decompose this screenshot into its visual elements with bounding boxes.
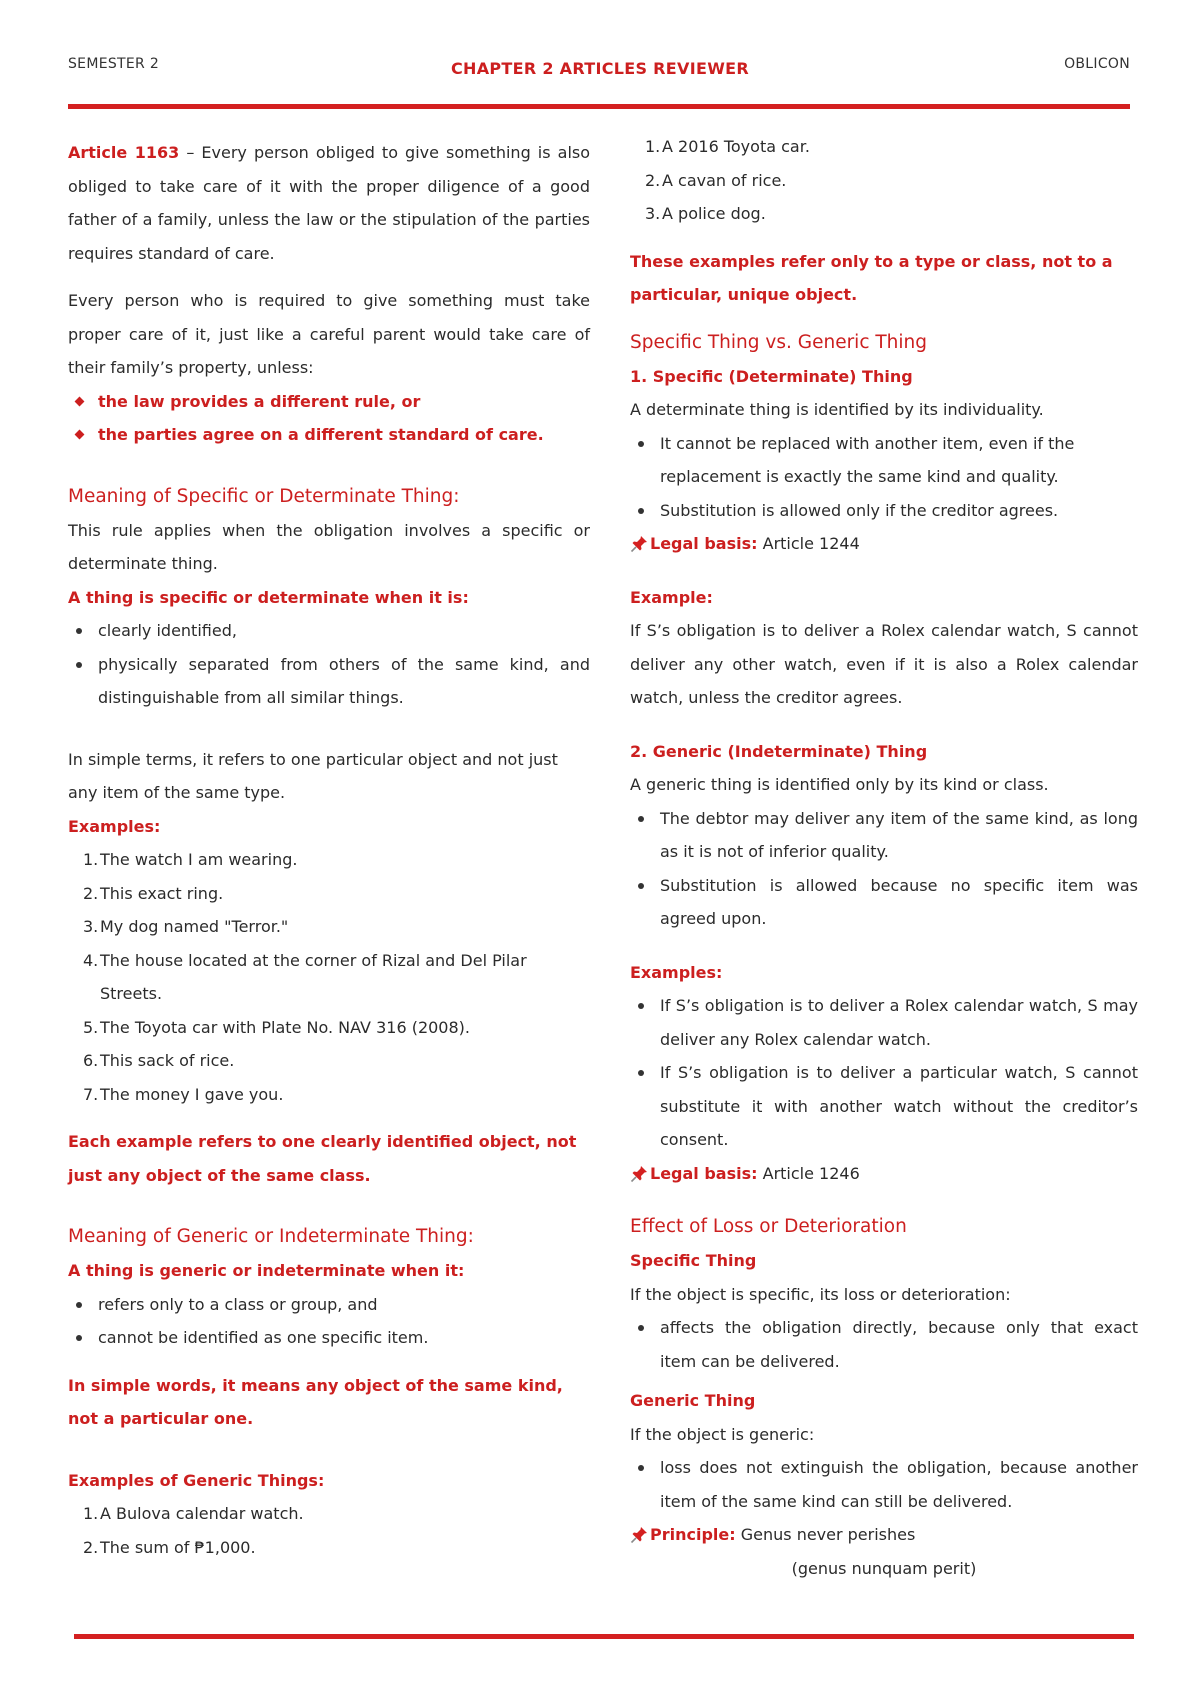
heading-specific-vs-generic: Specific Thing vs. Generic Thing (630, 331, 928, 353)
article-1163-paragraph (68, 136, 590, 270)
header-subject: OBLICON (1064, 56, 1130, 72)
generic-when-label: A thing is generic or indeterminate when it: (68, 1261, 465, 1280)
specific-intro: This rule applies when the obligation involves a specific or determinate thing. (68, 520, 590, 573)
unless-list (68, 385, 590, 452)
header-divider (68, 104, 1130, 109)
left-column (68, 136, 590, 1564)
list-item: 3. My dog named "Terror." (83, 917, 289, 936)
list-item: the parties agree on a different standard of care. (68, 418, 590, 452)
list-item: It cannot be replaced with another item, even if the replacement is exactly the same kind and quality. (630, 427, 1138, 494)
simple-terms-paragraph: In simple terms, it refers to one particular object and not just any item of the same type. (68, 749, 558, 802)
list-item: refers only to a class or group, and (68, 1288, 590, 1322)
heading-effect-of-loss: Effect of Loss or Deterioration (630, 1216, 907, 1237)
list-item: clearly identified, (68, 614, 590, 648)
simple-words-note: In simple words, it means any object of the same kind, not a particular one. (68, 1375, 563, 1428)
list-item: If S’s obligation is to deliver a Rolex calendar watch, S may deliver any Rolex calendar watch. (630, 989, 1138, 1056)
specific-example-paragraph: If S’s obligation is to deliver a Rolex calendar watch, S cannot deliver any other watch, even if it is also a Rolex calendar watch, unless the creditor agrees. (630, 621, 1138, 707)
right-column (630, 130, 1138, 1585)
list-item: the law provides a different rule, or (68, 385, 590, 419)
footer-divider (74, 1634, 1134, 1639)
generic-indeterminate-list (630, 802, 1138, 936)
generic-examples-bullets (630, 989, 1138, 1157)
list-item: If S’s obligation is to deliver a particular watch, S cannot substitute it with another watch without the creditor’s consent. (630, 1056, 1138, 1157)
pushpin-icon (630, 1518, 650, 1552)
example-label: Example: (630, 587, 713, 607)
generic-thing-label: Generic Thing (630, 1391, 756, 1410)
generic-examples-list (68, 1497, 590, 1564)
specific-thing-intro: If the object is specific, its loss or deterioration: (630, 1284, 1011, 1304)
list-item: Substitution is allowed only if the creditor agrees. (630, 494, 1138, 528)
generic-thing-list (630, 1451, 1138, 1518)
article-label: Article 1163 (68, 143, 180, 162)
specific-determinate-list (630, 427, 1138, 528)
specific-determinate-intro: A determinate thing is identified by its individuality. (630, 400, 1044, 419)
generic-thing-intro: If the object is generic: (630, 1424, 815, 1444)
list-item: 7. The money I gave you. (83, 1084, 284, 1104)
list-item: 2. The sum of ₱1,000. (83, 1537, 256, 1557)
article-text: – Every person obliged to give something is also obliged to take care of it with the proper diligence of a good father of a family, unless the law or the stipulation of the parties requires standard of care. (68, 143, 591, 263)
generic-criteria-list (68, 1288, 590, 1355)
list-item: 2. This exact ring. (83, 883, 224, 903)
specific-thing-label: Specific Thing (630, 1251, 757, 1270)
list-item: 5. The Toyota car with Plate No. NAV 316 (2008). (83, 1017, 470, 1037)
list-item: affects the obligation directly, because only that exact item can be delivered. (630, 1311, 1138, 1378)
generic-indeterminate-title: 2. Generic (Indeterminate) Thing (630, 741, 928, 761)
generic-examples-continued (630, 130, 1138, 231)
these-examples-note: These examples refer only to a type or class, not to a particular, unique object. (630, 251, 1113, 304)
list-item: loss does not extinguish the obligation, because another item of the same kind can still be delivered. (630, 1451, 1138, 1518)
pushpin-icon (630, 1157, 650, 1191)
list-item: physically separated from others of the same kind, and distinguishable from all similar things. (68, 648, 590, 715)
legal-basis-1244: Legal basis: Article 1244 (630, 527, 1138, 561)
pushpin-icon (630, 527, 650, 561)
principle-line: Principle: Genus never perishes (630, 1518, 1138, 1552)
specific-when-label: A thing is specific or determinate when it is: (68, 587, 469, 607)
list-item: 6. This sack of rice. (83, 1051, 235, 1070)
list-item: 1. A 2016 Toyota car. (645, 137, 810, 156)
header-semester: SEMESTER 2 (68, 56, 160, 72)
list-item: 4. The house located at the corner of Rizal and Del Pilar Streets. (83, 950, 527, 1003)
list-item: 2. A cavan of rice. (645, 170, 787, 190)
specific-criteria-list (68, 614, 590, 715)
specific-determinate-title: 1. Specific (Determinate) Thing (630, 366, 913, 386)
each-example-note: Each example refers to one clearly identified object, not just any object of the same class. (68, 1132, 577, 1185)
list-item: Substitution is allowed because no specific item was agreed upon. (630, 869, 1138, 936)
list-item: 1. A Bulova calendar watch. (83, 1504, 304, 1523)
explanation-paragraph: Every person who is required to give something must take proper care of it, just like a careful parent would take care of their family’s property, unless: (68, 291, 590, 377)
examples-label: Examples: (68, 816, 161, 836)
specific-examples-list (68, 843, 590, 1111)
specific-thing-list (630, 1311, 1138, 1378)
examples-label: Examples: (630, 962, 723, 982)
list-item: cannot be identified as one specific item. (68, 1321, 590, 1355)
principle-latin: (genus nunquam perit) (791, 1558, 977, 1578)
list-item: 3. A police dog. (645, 204, 766, 223)
legal-basis-1246: Legal basis: Article 1246 (630, 1157, 1138, 1191)
list-item: 1. The watch I am wearing. (83, 850, 298, 869)
heading-generic-thing: Meaning of Generic or Indeterminate Thing: (68, 1226, 474, 1247)
heading-specific-thing: Meaning of Specific or Determinate Thing: (68, 485, 460, 507)
list-item: The debtor may deliver any item of the same kind, as long as it is not of inferior quality. (630, 802, 1138, 869)
generic-indeterminate-intro: A generic thing is identified only by its kind or class. (630, 775, 1049, 794)
examples-generic-label: Examples of Generic Things: (68, 1470, 325, 1490)
page-title: CHAPTER 2 ARTICLES REVIEWER (450, 59, 749, 78)
